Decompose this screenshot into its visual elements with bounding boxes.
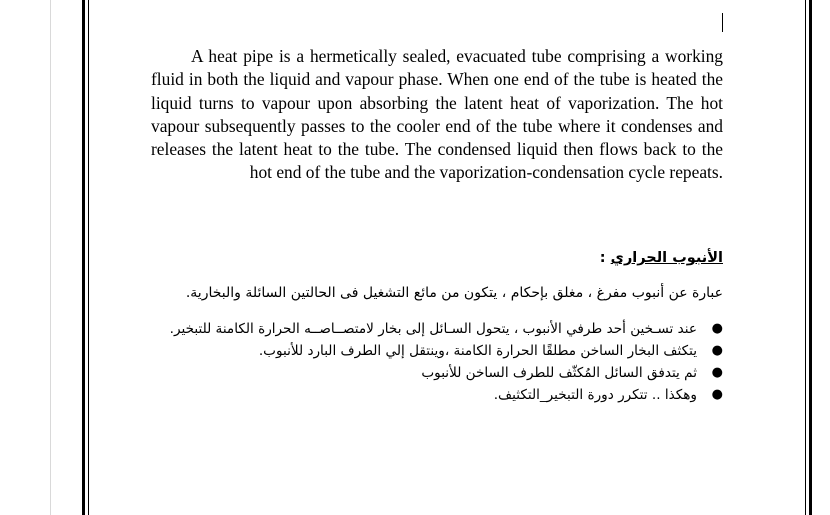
text-cursor [722, 13, 723, 32]
list-item-text: ثم يتدفق السائل المُكثّف للطرف الساخن للأنبوب [421, 365, 697, 381]
arabic-heading-colon: : [599, 250, 611, 266]
list-item[interactable] [143, 318, 723, 340]
bullet-icon: ● [711, 321, 723, 336]
arabic-heading[interactable] [600, 250, 723, 266]
page-border-right [809, 0, 812, 515]
page-border-left-inner [88, 0, 89, 515]
english-paragraph[interactable]: A heat pipe is a hermetically sealed, evacuated tube comprising a working fluid in both the liquid and vapour phase. When one end of the tube is heated the liquid turns to vapour upon absorbing the latent heat of vaporization. The hot vapour subsequently passes to the cooler end of the tube where it condenses and releases the latent heat to the tube. The condensed liquid then flows back to the hot end of the tube and the vaporization-condensation cycle repeats. [151, 46, 723, 183]
list-item[interactable] [143, 384, 723, 406]
list-item[interactable] [143, 340, 723, 362]
list-item-text: يتكثف البخار الساخن مطلقًا الحرارة الكامنة ،وينتقل إلي الطرف البارد للأنبوب. [258, 343, 697, 359]
bullet-icon: ● [711, 387, 723, 402]
list-item-text: وهكذا .. تتكرر دورة التبخير_التكثيف. [493, 387, 697, 403]
bullet-icon: ● [711, 343, 723, 358]
bullet-icon: ● [711, 365, 723, 380]
page-border-left [82, 0, 85, 515]
arabic-heading-text: الأنبوب الحراري [610, 250, 723, 266]
list-item[interactable] [143, 362, 723, 384]
arabic-intro-line[interactable]: عبارة عن أنبوب مفرغ ، مغلق بإحكام ، يتكون من مائع التشغيل فى الحالتين السائلة والبخارية. [185, 285, 723, 301]
page-border-right-inner [805, 0, 806, 515]
list-item-text: عند تسـخين أحد طرفي الأنبوب ، يتحول السـائل إلى بخار لامتصــاصــه الحرارة الكامنة للتبخير. [169, 321, 697, 337]
window-left-margin [0, 0, 51, 515]
arabic-bullet-list [143, 318, 723, 406]
